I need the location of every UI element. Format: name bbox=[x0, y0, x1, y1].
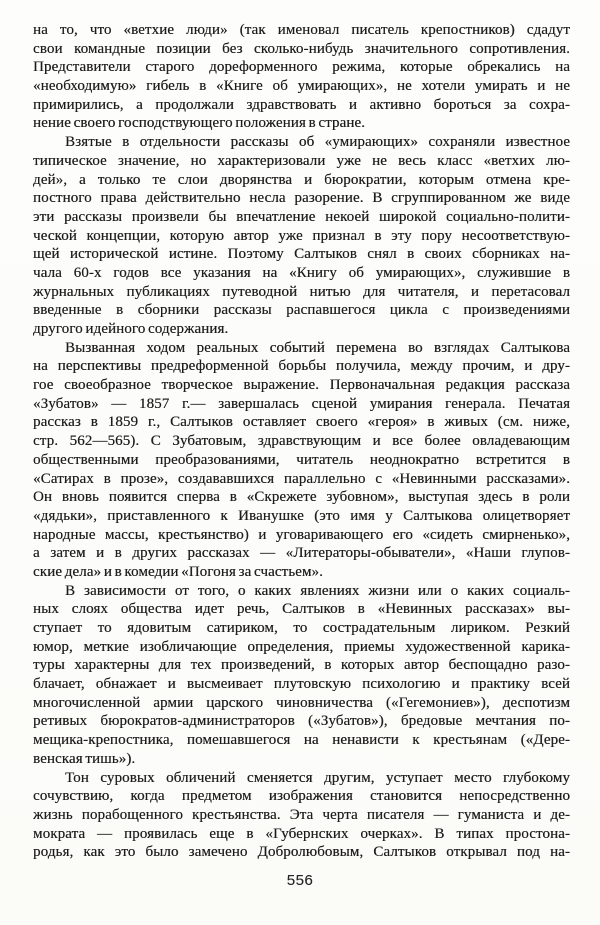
text-line: на то, что «ветхие люди» (так именовал писатель крепостников) сдадут bbox=[33, 22, 570, 38]
paragraph bbox=[33, 769, 570, 862]
text-line: общественными преобразованиями, читатель неоднократно встретится в bbox=[33, 451, 570, 468]
paragraph bbox=[33, 582, 570, 769]
text-line: ступает то ядовитым сатириком, то сострадательным лириком. Резкий bbox=[33, 620, 570, 636]
text-line: мократа — проявилась еще в «Губернских очерках». В типах простона- bbox=[33, 825, 570, 842]
text-line: ных слоях общества идет речь, Салтыков в «Невинных рассказах» вы- bbox=[33, 601, 570, 618]
text-line: рассказ в 1859 г., Салтыков оставляет своего «героя» в живых (см. ниже, bbox=[33, 414, 570, 431]
text-line: юмор, меткие изобличающие определения, приемы художественной карика- bbox=[33, 638, 570, 655]
text-line: родья, как это было замечено Добролюбовым, Салтыков открывал под на- bbox=[33, 844, 570, 861]
text-line: венская тишь»). bbox=[33, 750, 136, 767]
text-line: другого идейного содержания. bbox=[33, 321, 229, 337]
text-line: Взятые в отдельности рассказы об «умирающих» сохраняли известное bbox=[65, 134, 570, 151]
text-line: постного права действительно несла разорение. В сгруппированном же виде bbox=[33, 190, 570, 207]
text-line: Вызванная ходом реальных событий перемена во взглядах Салтыкова bbox=[65, 339, 570, 356]
text-line: чала 60-х годов все указания на «Книгу об умирающих», служившие в bbox=[33, 264, 570, 281]
text-line: гое своеобразное творческое выражение. Первоначальная редакция рассказа bbox=[33, 377, 570, 394]
text-line: введенные в сборники рассказы распавшегося цикла с произведениями bbox=[33, 302, 570, 319]
text-line: блачает, обнажает и высмеивает плутовскую психологию и практику всей bbox=[33, 676, 570, 693]
text-line: многочисленной армии царского чиновничества («Гегемониев»), деспотизм bbox=[33, 694, 570, 711]
paragraph bbox=[33, 339, 570, 582]
text-line: а затем и в других рассказах — «Литераторы-обыватели», «Наши глупов- bbox=[33, 545, 570, 562]
text-line: ские дела» и в комедии «Погоня за счастьем». bbox=[33, 563, 323, 580]
paragraph bbox=[33, 21, 570, 133]
text-line: «необходимую» гибель в «Книге об умирающих», не хотели умирать и не bbox=[33, 78, 570, 95]
text-line: В зависимости от того, о каких явлениях жизни или о каких социаль- bbox=[65, 582, 570, 599]
paragraph bbox=[33, 133, 570, 339]
text-line: стр. 562—565). С Зубатовым, здравствующим и все более овладевающим bbox=[33, 433, 570, 450]
text-line: народные массы, крестьянство) и уговаривающего его «сидеть смирненько», bbox=[33, 526, 570, 543]
text-line: свои командные позиции без сколько-нибудь значительного сопротивления. bbox=[33, 40, 570, 57]
text-line: Он вновь появится сперва в «Скрежете зубовном», выступая здесь в роли bbox=[33, 489, 570, 506]
text-line: журнальных публикациях путеводной нитью для читателя, и перетасовал bbox=[33, 283, 570, 300]
text-line: щей исторической истине. Поэтому Салтыков снял в своих сборниках на- bbox=[33, 246, 570, 263]
text-line: на перспективы предреформенной борьбы получила, между прочим, и дру- bbox=[33, 358, 570, 375]
text-line: нение своего господствующего положения в стране. bbox=[33, 115, 366, 132]
text-line: «Зубатов» — 1857 г.— завершалась сценой умирания генерала. Печатая bbox=[33, 395, 570, 412]
text-line: примирились, а продолжали здравствовать и активно бороться за сохра- bbox=[33, 96, 570, 113]
text-block bbox=[33, 21, 570, 862]
text-line: Представители старого дореформенного режима, которые обрекались на bbox=[33, 59, 570, 76]
text-line: жизнь порабощенного крестьянства. Эта черта писателя — гуманиста и де- bbox=[33, 806, 570, 823]
text-line: «Сатирах в прозе», создававшихся параллельно с «Невинными рассказами». bbox=[33, 470, 570, 487]
text-line: ретивых бюрократов-администраторов («Зубатов»), бредовые мечтания по- bbox=[33, 713, 570, 730]
text-line: дей», а только те слои дворянства и бюрократии, которым отмена кре- bbox=[33, 171, 570, 188]
text-line: эти рассказы произвели бы впечатление некоей широкой социально-полити- bbox=[33, 208, 570, 225]
text-line: Тон суровых обличений сменяется другим, уступает место глубокому bbox=[65, 769, 570, 786]
text-line: «дядьки», приставленного к Иванушке (это имя у Салтыкова олицетворяет bbox=[33, 507, 570, 524]
text-line: мещика-крепостника, помешавшегося на ненависти к крестьянам («Дере- bbox=[33, 732, 570, 749]
text-line: туры характерны для тех произведений, в которых автор беспощадно разо- bbox=[33, 657, 570, 674]
page-number: 556 bbox=[286, 872, 314, 889]
text-line: типическое значение, но характеризовали уже не весь класс «ветхих лю- bbox=[33, 152, 570, 169]
text-line: сочувствию, когда предметом изображения становится непосредственно bbox=[33, 788, 570, 805]
text-line: ческой концепции, которую автор уже признал в эту пору несоответствую- bbox=[33, 227, 570, 244]
